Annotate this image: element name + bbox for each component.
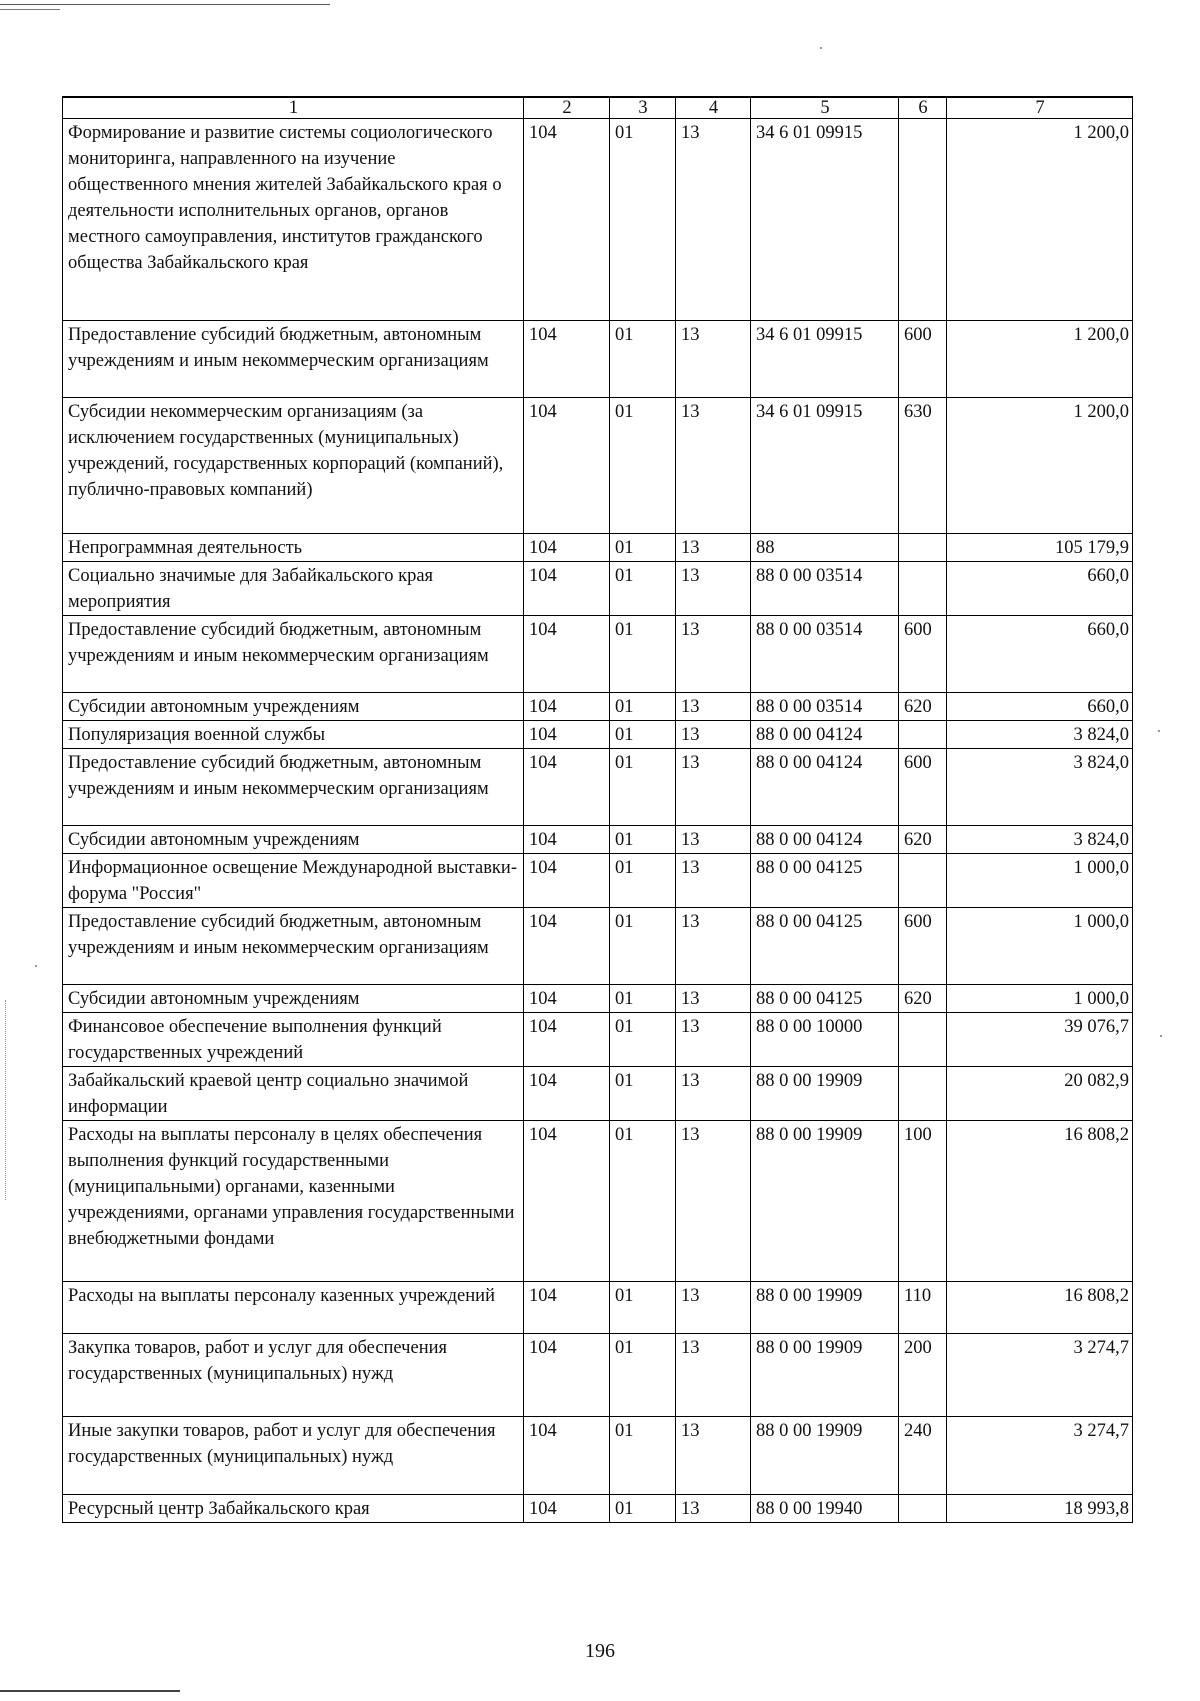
cell-c2: 104 [524,721,610,749]
cell-c5: 34 6 01 09915 [751,321,899,398]
cell-c3: 01 [610,985,676,1013]
column-header: 6 [899,97,947,119]
cell-amount: 660,0 [947,616,1133,693]
cell-c4: 13 [676,1495,751,1523]
column-header: 2 [524,97,610,119]
cell-c2: 104 [524,534,610,562]
cell-c6 [899,1067,947,1121]
row-name: Предоставление субсидий бюджетным, автономным учреждениям и иным некоммерческим организациям [63,616,524,693]
cell-c3: 01 [610,562,676,616]
cell-c4: 13 [676,721,751,749]
cell-c3: 01 [610,854,676,908]
cell-c3: 01 [610,908,676,985]
cell-amount: 1 000,0 [947,985,1133,1013]
cell-c6 [899,854,947,908]
cell-c3: 01 [610,534,676,562]
cell-c3: 01 [610,826,676,854]
cell-c2: 104 [524,1067,610,1121]
cell-c5: 88 0 00 19909 [751,1067,899,1121]
cell-c6: 600 [899,616,947,693]
cell-c2: 104 [524,985,610,1013]
cell-c6: 600 [899,321,947,398]
cell-c3: 01 [610,1417,676,1495]
cell-c4: 13 [676,908,751,985]
cell-c3: 01 [610,119,676,321]
cell-amount: 16 808,2 [947,1282,1133,1334]
cell-c6 [899,721,947,749]
cell-c3: 01 [610,749,676,826]
table-row [63,1417,1133,1495]
cell-c6 [899,119,947,321]
cell-c4: 13 [676,1334,751,1417]
table-row [63,721,1133,749]
scan-edge-line-left [5,1000,6,1200]
budget-table [62,96,1133,1523]
cell-amount: 20 082,9 [947,1067,1133,1121]
cell-c2: 104 [524,826,610,854]
cell-c6 [899,1013,947,1067]
row-name: Забайкальский краевой центр социально значимой информации [63,1067,524,1121]
cell-c4: 13 [676,826,751,854]
cell-c2: 104 [524,1495,610,1523]
cell-c2: 104 [524,1334,610,1417]
cell-c3: 01 [610,321,676,398]
table-row [63,321,1133,398]
cell-c4: 13 [676,1282,751,1334]
cell-amount: 39 076,7 [947,1013,1133,1067]
table-header-row [63,97,1133,119]
row-name: Закупка товаров, работ и услуг для обеспечения государственных (муниципальных) нужд [63,1334,524,1417]
cell-c6: 110 [899,1282,947,1334]
cell-c6: 600 [899,749,947,826]
cell-amount: 3 274,7 [947,1417,1133,1495]
cell-c6: 600 [899,908,947,985]
cell-c3: 01 [610,398,676,534]
cell-c6: 620 [899,693,947,721]
table-row [63,616,1133,693]
cell-c4: 13 [676,693,751,721]
cell-c4: 13 [676,1417,751,1495]
row-name: Субсидии автономным учреждениям [63,985,524,1013]
cell-c5: 88 0 00 04125 [751,985,899,1013]
cell-c3: 01 [610,1495,676,1523]
cell-amount: 1 000,0 [947,854,1133,908]
scan-edge-line-top-short [0,9,60,10]
cell-c5: 88 0 00 19909 [751,1121,899,1282]
cell-amount: 1 200,0 [947,398,1133,534]
scan-edge-line-top [0,4,330,5]
cell-c5: 88 0 00 19909 [751,1282,899,1334]
cell-c2: 104 [524,908,610,985]
cell-amount: 1 200,0 [947,321,1133,398]
cell-c4: 13 [676,749,751,826]
cell-amount: 3 824,0 [947,721,1133,749]
cell-c5: 88 0 00 19909 [751,1417,899,1495]
cell-c4: 13 [676,398,751,534]
cell-c4: 13 [676,1013,751,1067]
column-header: 3 [610,97,676,119]
cell-c2: 104 [524,854,610,908]
cell-amount: 3 824,0 [947,826,1133,854]
cell-c5: 88 0 00 04124 [751,749,899,826]
row-name: Ресурсный центр Забайкальского края [63,1495,524,1523]
cell-c6 [899,562,947,616]
cell-amount: 1 200,0 [947,119,1133,321]
cell-c6: 100 [899,1121,947,1282]
row-name: Популяризация военной службы [63,721,524,749]
cell-c2: 104 [524,562,610,616]
cell-c3: 01 [610,1121,676,1282]
table-row [63,1334,1133,1417]
cell-c3: 01 [610,1067,676,1121]
cell-c5: 88 0 00 03514 [751,562,899,616]
cell-c6: 630 [899,398,947,534]
cell-c4: 13 [676,321,751,398]
cell-amount: 3 824,0 [947,749,1133,826]
cell-c5: 88 [751,534,899,562]
cell-c3: 01 [610,1282,676,1334]
row-name: Предоставление субсидий бюджетным, автономным учреждениям и иным некоммерческим организациям [63,908,524,985]
table-row [63,119,1133,321]
cell-c5: 88 0 00 19940 [751,1495,899,1523]
row-name: Социально значимые для Забайкальского края мероприятия [63,562,524,616]
row-name: Расходы на выплаты персоналу казенных учреждений [63,1282,524,1334]
cell-amount: 105 179,9 [947,534,1133,562]
cell-c5: 34 6 01 09915 [751,119,899,321]
row-name: Предоставление субсидий бюджетным, автономным учреждениям и иным некоммерческим организациям [63,321,524,398]
cell-c6: 620 [899,826,947,854]
cell-amount: 660,0 [947,693,1133,721]
cell-c6: 620 [899,985,947,1013]
cell-c5: 88 0 00 04124 [751,826,899,854]
row-name: Формирование и развитие системы социологического мониторинга, направленного на изучение общественного мнения жителей Забайкальского края о деятельности исполнительных органов, органов местного самоуправления, институтов гражданского общества Забайкальского края [63,119,524,321]
row-name: Информационное освещение Международной выставки-форума "Россия" [63,854,524,908]
table-row [63,908,1133,985]
table-row [63,562,1133,616]
row-name: Субсидии автономным учреждениям [63,826,524,854]
cell-c3: 01 [610,693,676,721]
cell-c6: 240 [899,1417,947,1495]
column-header: 4 [676,97,751,119]
cell-c5: 88 0 00 03514 [751,693,899,721]
table-row [63,398,1133,534]
scan-speck [820,47,822,49]
cell-c4: 13 [676,1067,751,1121]
table-row [63,1121,1133,1282]
column-header: 1 [63,97,524,119]
cell-c5: 88 0 00 19909 [751,1334,899,1417]
scan-speck [35,965,37,967]
table-row [63,826,1133,854]
row-name: Финансовое обеспечение выполнения функций государственных учреждений [63,1013,524,1067]
cell-c3: 01 [610,1334,676,1417]
table-row [63,1495,1133,1523]
cell-c2: 104 [524,1013,610,1067]
cell-c2: 104 [524,321,610,398]
cell-c5: 88 0 00 10000 [751,1013,899,1067]
table-row [63,693,1133,721]
cell-c4: 13 [676,985,751,1013]
cell-c2: 104 [524,616,610,693]
cell-c6 [899,1495,947,1523]
table-row [63,985,1133,1013]
table-row [63,534,1133,562]
cell-amount: 1 000,0 [947,908,1133,985]
scan-speck [1160,1035,1162,1037]
cell-c4: 13 [676,616,751,693]
table-row [63,1282,1133,1334]
cell-c5: 88 0 00 04125 [751,908,899,985]
row-name: Субсидии некоммерческим организациям (за исключением государственных (муниципальных) учреждений, государственных корпораций (компаний), публично-правовых компаний) [63,398,524,534]
cell-c5: 88 0 00 04124 [751,721,899,749]
cell-c3: 01 [610,1013,676,1067]
cell-c4: 13 [676,119,751,321]
page-number: 196 [585,1640,615,1662]
cell-c2: 104 [524,693,610,721]
cell-c5: 88 0 00 03514 [751,616,899,693]
column-header: 5 [751,97,899,119]
cell-c2: 104 [524,119,610,321]
cell-c5: 34 6 01 09915 [751,398,899,534]
cell-c2: 104 [524,749,610,826]
cell-amount: 3 274,7 [947,1334,1133,1417]
row-name: Субсидии автономным учреждениям [63,693,524,721]
row-name: Расходы на выплаты персоналу в целях обеспечения выполнения функций государственными (муниципальными) органами, казенными учреждениями, органами управления государственными внебюджетными фондами [63,1121,524,1282]
row-name: Предоставление субсидий бюджетным, автономным учреждениям и иным некоммерческим организациям [63,749,524,826]
cell-c4: 13 [676,534,751,562]
cell-c2: 104 [524,1121,610,1282]
cell-c2: 104 [524,1417,610,1495]
cell-c4: 13 [676,562,751,616]
cell-c6 [899,534,947,562]
cell-c6: 200 [899,1334,947,1417]
cell-c4: 13 [676,1121,751,1282]
cell-c3: 01 [610,721,676,749]
column-header: 7 [947,97,1133,119]
cell-c2: 104 [524,1282,610,1334]
table-row [63,1067,1133,1121]
row-name: Непрограммная деятельность [63,534,524,562]
cell-amount: 18 993,8 [947,1495,1133,1523]
cell-c4: 13 [676,854,751,908]
cell-c2: 104 [524,398,610,534]
scan-edge-line-bottom [0,1690,180,1692]
table-row [63,749,1133,826]
table-row [63,1013,1133,1067]
cell-amount: 660,0 [947,562,1133,616]
cell-c3: 01 [610,616,676,693]
cell-c5: 88 0 00 04125 [751,854,899,908]
table-row [63,854,1133,908]
scan-speck [1158,730,1160,732]
cell-amount: 16 808,2 [947,1121,1133,1282]
row-name: Иные закупки товаров, работ и услуг для обеспечения государственных (муниципальных) нужд [63,1417,524,1495]
